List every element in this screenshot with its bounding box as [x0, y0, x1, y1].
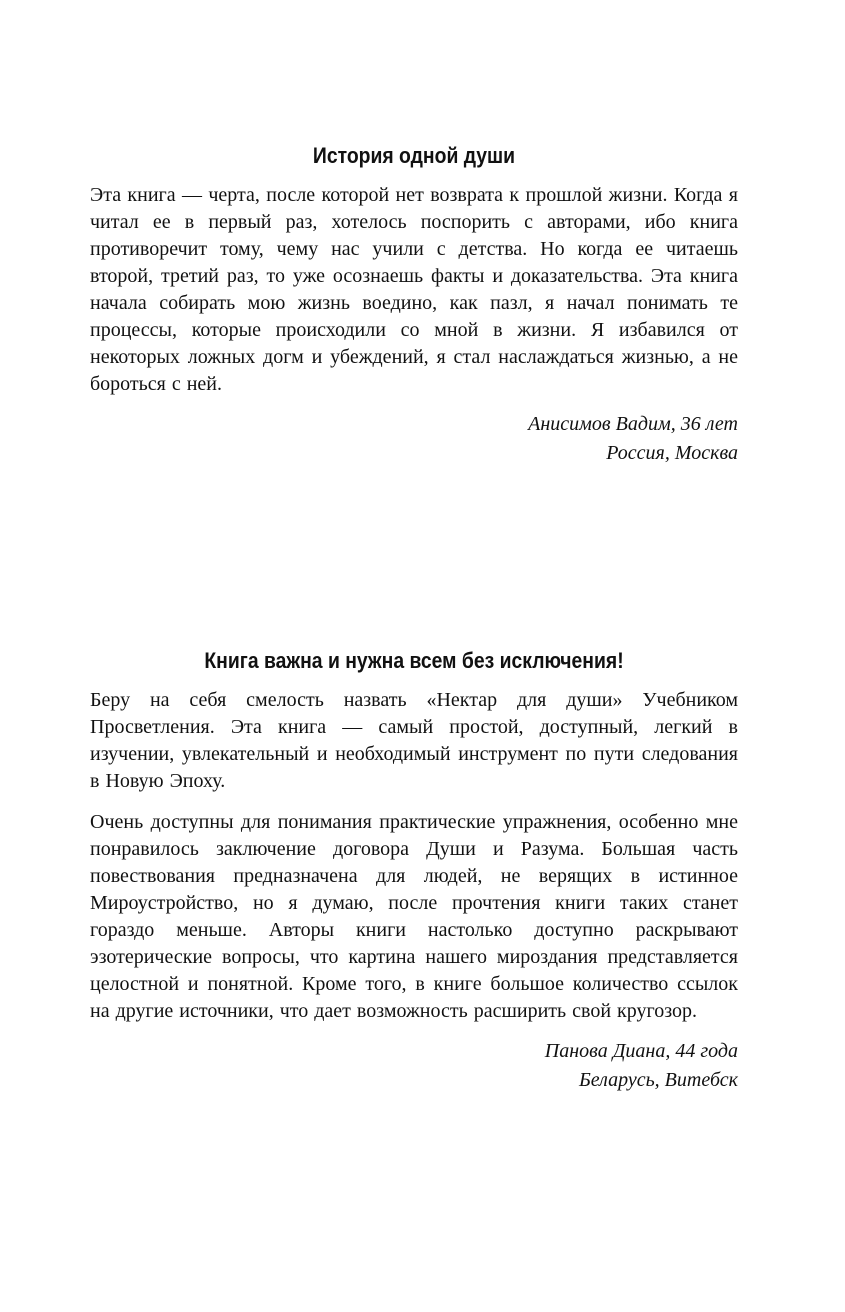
review-title: Книга важна и нужна всем без исключения! [204, 648, 624, 673]
review-signature [90, 410, 738, 468]
review-title: История одной души [312, 143, 516, 168]
review-paragraph: Беру на себя смелость назвать «Нектар для души» Учебником Просветления. Эта книга — самый простой, доступный, легкий в изучении, увлекательный и необходимый инструмент по пути следования в Новую Эпоху. [90, 689, 738, 792]
review-location: Россия, Москва [606, 442, 738, 464]
review-author: Анисимов Вадим, 36 лет [528, 413, 738, 435]
review-signature [90, 1037, 738, 1095]
review-section [90, 140, 738, 468]
review-location: Беларусь, Витебск [578, 1069, 738, 1091]
review-paragraph: Очень доступны для понимания практические упражнения, особенно мне понравилось заключение договора Души и Разума. Большая часть повествования предназначена для людей, не верящих в истинное Мироустройство, но я думаю, после прочтения книги таких станет гораздо меньше. Авторы книги настолько доступно раскрывают эзотерические вопросы, что картина нашего мироздания представляется целостной и понятной. Кроме того, в книге большое количество ссылок на другие источники, что дает возможность расширить свой кругозор. [90, 811, 738, 1022]
review-paragraph: Эта книга — черта, после которой нет возврата к прошлой жизни. Когда я читал ее в первый раз, хотелось поспорить с авторами, ибо книга противоречит тому, чему нас учили с детства. Но когда ее читаешь второй, третий раз, то уже осознаешь факты и доказательства. Эта книга начала собирать мою жизнь воедино, как пазл, я начал понимать те процессы, которые происходили со мной в жизни. Я избавился от некоторых ложных догм и убеждений, я стал наслаждаться жизнью, а не бороться с ней. [90, 184, 738, 395]
review-author: Панова Диана, 44 года [544, 1040, 738, 1062]
review-section [90, 645, 738, 1095]
